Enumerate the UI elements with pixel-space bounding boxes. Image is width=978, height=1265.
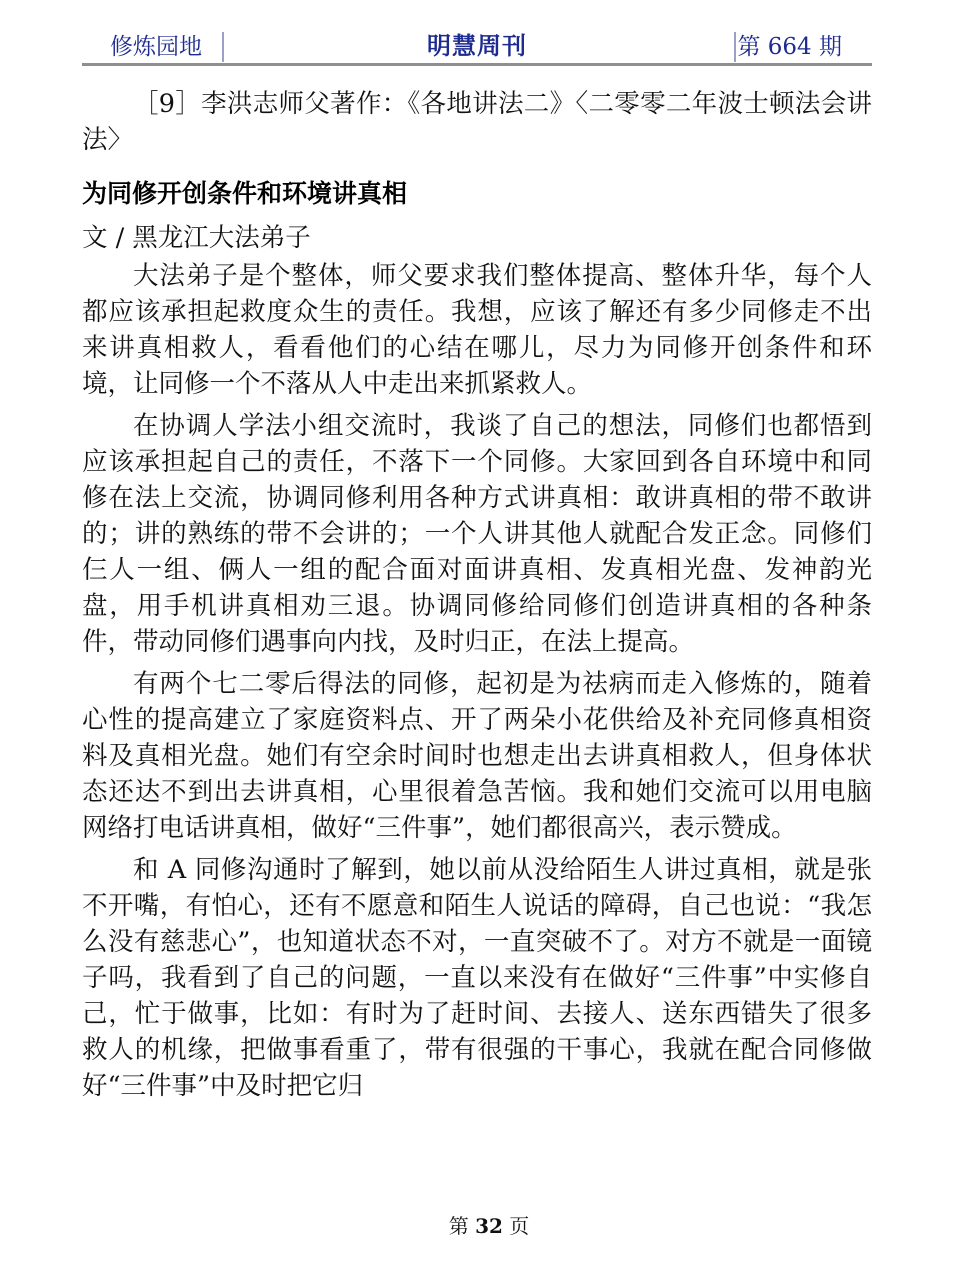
article-title: 为同修开创条件和环境讲真相	[82, 179, 408, 208]
header-divider	[734, 32, 736, 62]
article-paragraph: 和 A 同修沟通时了解到，她以前从没给陌生人讲过真相，就是张不开嘴，有怕心，还有不愿意和陌生人说话的障碍，自己也说：“我怎么没有慈悲心”，也知道状态不对，一直突破不了。对方不就是一面镜子吗，我看到了自己的问题，一直以来没有在做好“三件事”中实修自己，忙于做事，比如：有时为了赶时间、去接人、送东西错失了很多救人的机缘，把做事看重了，带有很强的干事心，我就在配合同修做好“三件事”中及时把它归	[82, 855, 872, 1101]
article-paragraph: 在协调人学法小组交流时，我谈了自己的想法，同修们也都悟到应该承担起自己的责任，不落下一个同修。大家回到各自环境中和同修在法上交流，协调同修利用各种方式讲真相：敢讲真相的带不敢讲的；讲的熟练的带不会讲的；一个人讲其他人就配合发正念。同修们仨人一组、俩人一组的配合面对面讲真相、发真相光盘、发神韵光盘，用手机讲真相劝三退。协调同修给同修们创造讲真相的各种条件，带动同修们遇事向内找，及时归正，在法上提高。	[82, 411, 872, 657]
article-paragraph: 大法弟子是个整体，师父要求我们整体提高、整体升华，每个人都应该承担起救度众生的责任。我想，应该了解还有多少同修走不出来讲真相救人，看看他们的心结在哪儿，尽力为同修开创条件和环境，让同修一个不落从人中走出来抓紧救人。	[82, 261, 872, 399]
publication-title: 明慧周刊	[427, 32, 527, 60]
page-footer	[0, 1210, 978, 1239]
page-number: 32	[475, 1214, 503, 1238]
article-byline: 文 / 黑龙江大法弟子	[82, 223, 311, 253]
header-rule	[82, 63, 872, 66]
page-content	[82, 86, 872, 1104]
issue-label: 第 664 期	[737, 34, 842, 60]
section-label: 修炼园地	[110, 34, 202, 60]
page-prefix: 第	[448, 1214, 476, 1238]
page-header	[82, 22, 872, 66]
page-suffix: 页	[502, 1214, 530, 1238]
footnote: ［9］李洪志师父著作：《各地讲法二》〈二零零二年波士顿法会讲法〉	[82, 89, 872, 155]
article-paragraph: 有两个七二零后得法的同修，起初是为祛病而走入修炼的，随着心性的提高建立了家庭资料点、开了两朵小花供给及补充同修真相资料及真相光盘。她们有空余时间时也想走出去讲真相救人，但身体状态还达不到出去讲真相，心里很着急苦恼。我和她们交流可以用电脑网络打电话讲真相，做好“三件事”，她们都很高兴，表示赞成。	[82, 669, 872, 843]
